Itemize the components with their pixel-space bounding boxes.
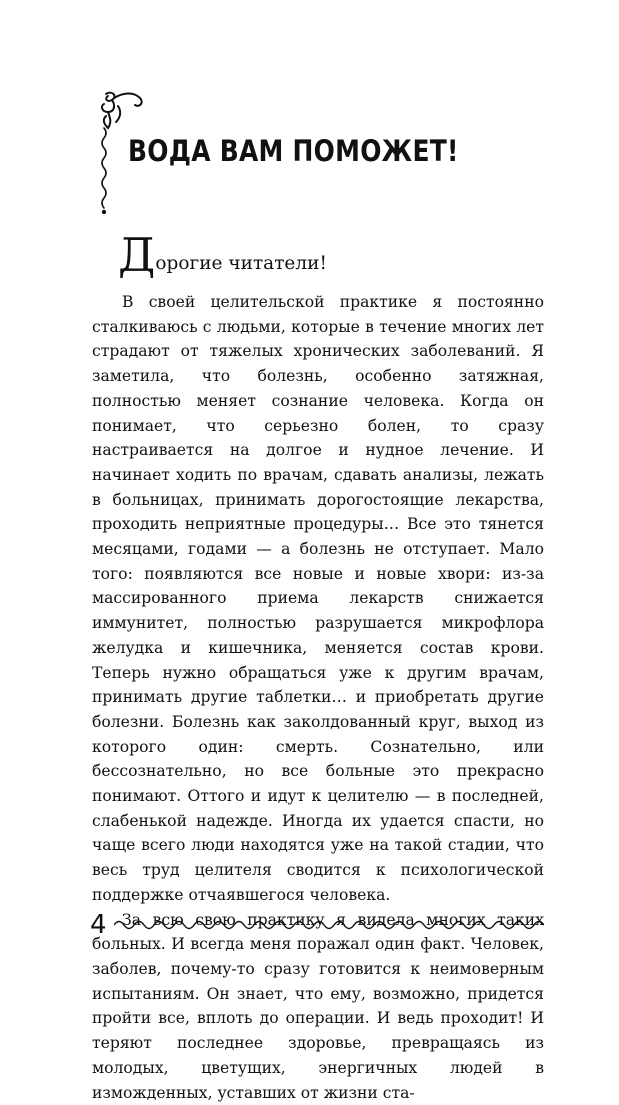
wave-divider-icon — [114, 916, 544, 934]
salutation — [118, 228, 327, 282]
paragraph: В своей целительской практике я постоянно сталкиваюсь с людьми, которые в течение многих лет страдают от тяжелых хронических заболеваний. Я заметила, что болезнь, особенно затяжная, полностью меняет сознание человека. Когда он понимает, что серьезно болен, то сразу настраивается на долгое и нудное лечение. И начинает ходить по врачам, сдавать анализы, лежать в больницах, принимать дорогостоящие лекарства, проходить неприятные процедуры… Все это тянется месяцами, годами — а болезнь не отступает. Мало того: появляются все новые и новые хвори: из-за массированного приема лекарств снижается иммунитет, полностью разрушается микрофлора желудка и кишечника, меняется состав крови. Теперь нужно обращаться уже к другим врачам, принимать другие таблетки… и приобретать другие болезни. Болезнь как заколдованный круг, выход из которого один: смерть. Сознательно, или бессознательно, но все больные это прекрасно понимают. Оттого и идут к целителю — в последней, слабенькой надежде. Иногда их удается спасти, но чаще всего люди находятся уже на такой стадии, что весь труд целителя сводится к психологической поддержке отчаявшегося человека. — [92, 293, 544, 904]
page-footer — [90, 910, 550, 940]
chapter-title: ВОДА ВАМ ПОМОЖЕТ! — [128, 134, 459, 168]
paragraph: За всю свою практику я видела многих таких больных. И всегда меня поражал один факт. Человек, заболев, почему-то сразу готовится к неимоверным испытаниям. Он знает, что ему, возможно, придется пройти все, вплоть до операции. И ведь проходит! И теряют последнее здоровье, превращаясь из молодых, цветущих, энергичных людей в изможденных, уставших от жизни ста- — [92, 910, 544, 1102]
page-number: 4 — [90, 910, 107, 940]
drop-cap: Д — [118, 228, 156, 282]
salutation-text: орогие читатели! — [155, 253, 327, 274]
body-text — [92, 290, 544, 1105]
